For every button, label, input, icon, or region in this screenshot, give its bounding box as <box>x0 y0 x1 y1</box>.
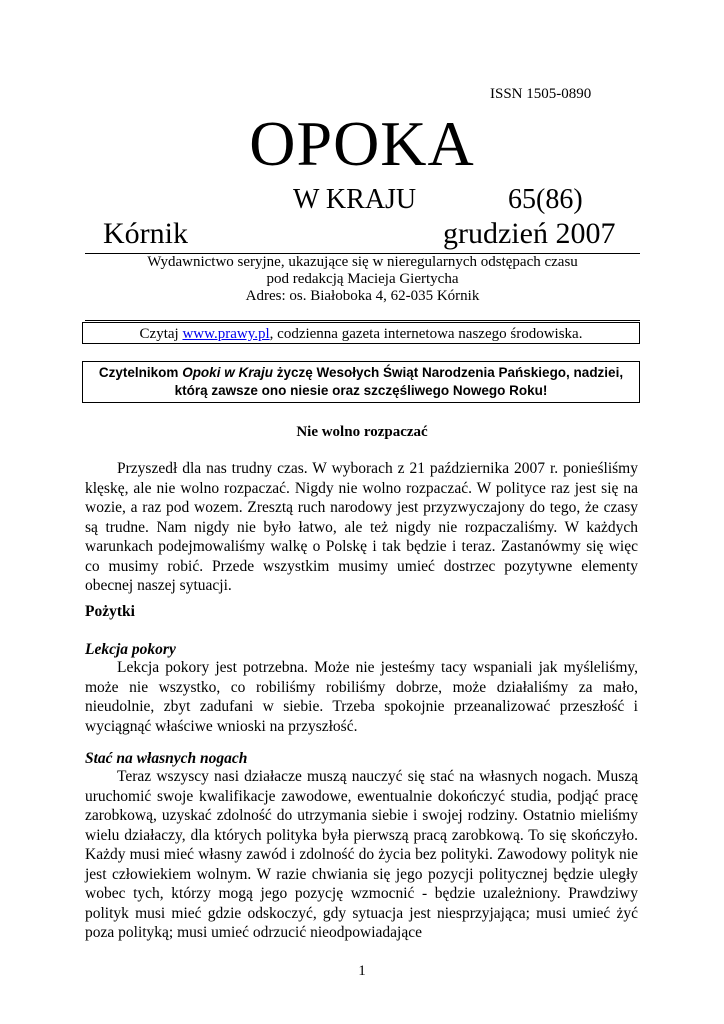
intro-paragraph: Przyszedł dla nas trudny czas. W wyborach z 21 października 2007 r. ponieśliśmy klęskę, ale nie wolno rozpaczać. Nigdy nie wolno rozpaczać. W polityce raz jest się na wozie, a raz pod wozem. Zresztą ruch narodowy jest przyzwyczajony do tego, że czasy są trudne. Nam nigdy nie było łatwo, ale też nigdy nie rozpaczaliśmy. W każdych warunkach podejmowaliśmy walkę o Polskę i tak będzie i teraz. Zastanówmy się więc co musimy robić. Przede wszystkim musimy umieć dostrzec pozytywne elementy obecnej naszej sytuacji. <box>85 460 638 594</box>
issue-number: 65(86) <box>508 184 583 215</box>
stac-paragraph: Teraz wszyscy nasi działacze muszą nauczyć się stać na własnych nogach. Muszą uruchomić swoje kwalifikacje zawodowe, ewentualnie dokończyć studia, podjąć pracę zarobkową, uzyskać zdolność do utrzymania siebie i swojej rodziny. Ostatnio mieliśmy wielu działaczy, dla których polityka była pierwszą pracą zarobkową. To się skończyło. Każdy musi mieć własny zawód i zdolność do życia bez polityki. Zawodowy polityk nie jest człowiekiem wolnym. W razie chwiania się jego pozycji politycznej będzie uległy wobec tych, którzy mogą jego pozycję wzmocnić - będzie uzależniony. Prawdziwy polityk musi mieć gdzie odskoczyć, gdy sytuacja jest niesprzyjająca; musi umieć żyć poza polityką; musi umieć odrzucić nieodpowiadające <box>85 768 638 941</box>
masthead-description: Wydawnictwo seryjne, ukazujące się w nieregularnych odstępach czasu <box>147 254 578 270</box>
subsection-body-stac <box>85 767 638 943</box>
issn-number: ISSN 1505-0890 <box>490 86 592 102</box>
greeting-text-end: życzę Wesołych Świąt Narodzenia Pańskiego, nadziei, którą zawsze ono niesie oraz szczęśliwego Nowego Roku! <box>174 365 624 398</box>
prawy-link[interactable]: www.prawy.pl <box>182 326 270 342</box>
article-title: Nie wolno rozpaczać <box>296 424 428 440</box>
greeting-text-start: Czytelnikom <box>98 365 183 380</box>
link-notice-box <box>82 322 640 344</box>
greeting-box <box>82 361 640 403</box>
publication-date: grudzień 2007 <box>443 217 616 250</box>
masthead-divider <box>85 320 640 321</box>
masthead-address: Adres: os. Białoboka 4, 62-035 Kórnik <box>245 288 480 304</box>
masthead <box>85 254 640 305</box>
publication-city: Kórnik <box>103 217 188 250</box>
link-notice-prefix: Czytaj <box>139 326 183 342</box>
section-heading: Pożytki <box>85 603 135 620</box>
publication-title: OPOKA <box>249 108 475 179</box>
publication-subtitle: W KRAJU <box>293 184 417 215</box>
masthead-editor: pod redakcją Macieja Giertycha <box>266 271 459 287</box>
subsection-body-lekcja <box>85 658 638 736</box>
subsection-heading-stac: Stać na własnych nogach <box>85 750 248 767</box>
page-number: 1 <box>358 963 366 979</box>
link-notice-suffix: , codzienna gazeta internetowa naszego środowiska. <box>269 326 583 342</box>
article-intro <box>85 459 638 596</box>
greeting-publication-name: Opoki w Kraju <box>182 365 273 380</box>
lekcja-paragraph: Lekcja pokory jest potrzebna. Może nie jesteśmy tacy wspaniali jak myśleliśmy, może nie wszystko, co robiliśmy robiliśmy dobrze, może działaliśmy za mało, nieudolnie, zbyt zadufani w siebie. Trzeba spokojnie przeanalizować przeszłość i wyciągnąć właściwe wnioski na przyszłość. <box>85 659 638 735</box>
subsection-heading-lekcja: Lekcja pokory <box>85 641 176 658</box>
